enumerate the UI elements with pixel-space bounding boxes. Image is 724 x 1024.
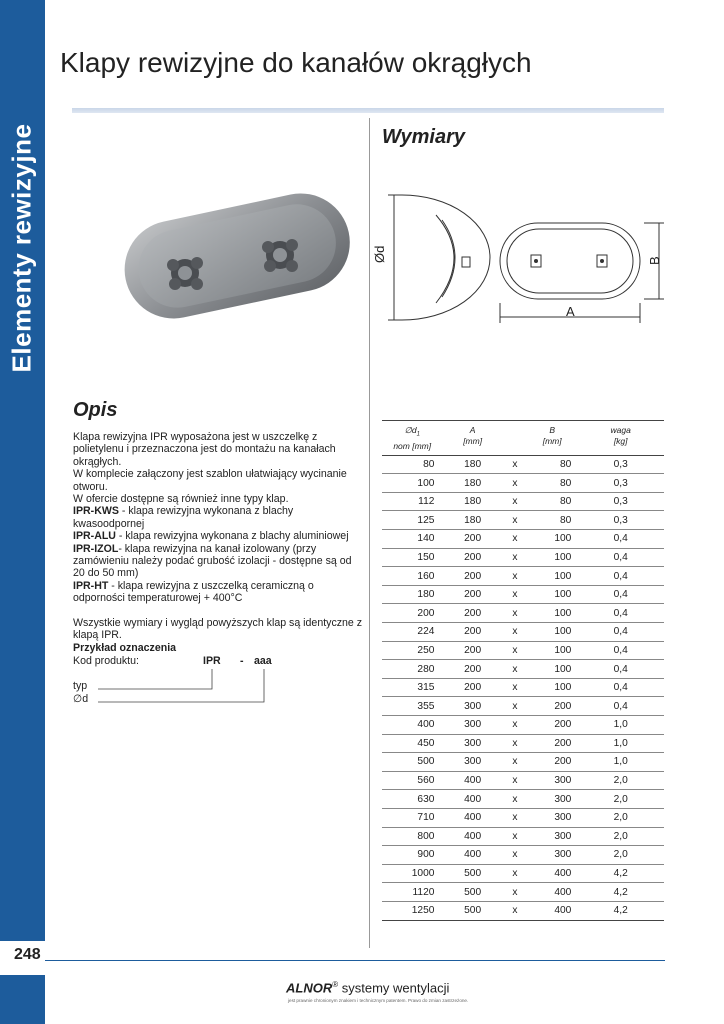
description-heading: Opis <box>73 399 118 421</box>
table-row <box>382 492 664 511</box>
cell-b: 400 <box>527 864 577 883</box>
table-row <box>382 864 664 883</box>
cell-a: 500 <box>442 864 502 883</box>
table-row <box>382 604 664 623</box>
cell-weight: 0,4 <box>577 567 664 586</box>
desc-paragraph: IPR-IZOL- klapa rewizyjna na kanał izolowany (przy zamówieniu należy podać grubość izolacji - dostępne są od 20 do 50 mm) <box>73 542 352 580</box>
table-row <box>382 585 664 604</box>
cell-b: 300 <box>527 827 577 846</box>
cell-b: 100 <box>527 678 577 697</box>
cell-diameter: 100 <box>382 474 442 493</box>
cell-b: 200 <box>527 716 577 735</box>
cell-x: x <box>503 567 527 586</box>
cell-weight: 0,4 <box>577 678 664 697</box>
cell-weight: 1,0 <box>577 753 664 772</box>
cell-x: x <box>503 883 527 902</box>
cell-x: x <box>503 641 527 660</box>
cell-diameter: 180 <box>382 585 442 604</box>
cell-a: 300 <box>442 734 502 753</box>
cell-a: 180 <box>442 455 502 474</box>
cell-weight: 4,2 <box>577 864 664 883</box>
cell-b: 100 <box>527 641 577 660</box>
cell-x: x <box>503 901 527 920</box>
cell-b: 100 <box>527 604 577 623</box>
cell-x: x <box>503 864 527 883</box>
cell-b: 80 <box>527 455 577 474</box>
desc-paragraph: Klapa rewizyjna IPR wyposażona jest w uszczelkę z polietylenu i przeznaczona jest do montażu na kanałach okrągłych. <box>73 431 336 468</box>
cell-b: 400 <box>527 901 577 920</box>
cell-a: 400 <box>442 827 502 846</box>
cell-x: x <box>503 455 527 474</box>
footer-rule <box>45 960 665 961</box>
cell-a: 200 <box>442 641 502 660</box>
cell-diameter: 1000 <box>382 864 442 883</box>
cell-diameter: 450 <box>382 734 442 753</box>
cell-diameter: 315 <box>382 678 442 697</box>
cell-diameter: 200 <box>382 604 442 623</box>
product-photo <box>115 185 360 325</box>
cell-a: 180 <box>442 474 502 493</box>
cell-b: 80 <box>527 474 577 493</box>
table-row <box>382 455 664 474</box>
section-sidebar <box>0 0 45 1024</box>
table-row <box>382 771 664 790</box>
cell-a: 200 <box>442 678 502 697</box>
cell-b: 100 <box>527 567 577 586</box>
footer-logo: ALNOR® systemy wentylacji <box>286 980 450 996</box>
table-row <box>382 660 664 679</box>
cell-a: 400 <box>442 846 502 865</box>
cell-x: x <box>503 790 527 809</box>
header-b: B [mm] <box>527 421 577 456</box>
cell-a: 300 <box>442 697 502 716</box>
table-row <box>382 678 664 697</box>
table-row <box>382 530 664 549</box>
header-diameter: $\emptyset d_1$ nom [mm] <box>382 421 442 456</box>
cell-x: x <box>503 623 527 642</box>
table-row <box>382 827 664 846</box>
cell-a: 400 <box>442 790 502 809</box>
cell-diameter: 140 <box>382 530 442 549</box>
dimensions-table <box>382 420 664 921</box>
cell-b: 200 <box>527 734 577 753</box>
cell-b: 100 <box>527 585 577 604</box>
table-row <box>382 623 664 642</box>
table-row <box>382 901 664 920</box>
cell-a: 500 <box>442 883 502 902</box>
code-size: aaa <box>254 655 272 667</box>
cell-diameter: 355 <box>382 697 442 716</box>
title-rule <box>72 108 664 113</box>
header-weight: waga [kg] <box>577 421 664 456</box>
cell-x: x <box>503 530 527 549</box>
cell-a: 400 <box>442 808 502 827</box>
diameter-label: ∅d <box>73 693 89 705</box>
cell-x: x <box>503 716 527 735</box>
cell-diameter: 250 <box>382 641 442 660</box>
cell-diameter: 630 <box>382 790 442 809</box>
cell-a: 500 <box>442 901 502 920</box>
cell-b: 100 <box>527 660 577 679</box>
cell-b: 100 <box>527 623 577 642</box>
dimensions-heading: Wymiary <box>382 126 466 148</box>
cell-weight: 0,4 <box>577 641 664 660</box>
cell-weight: 1,0 <box>577 734 664 753</box>
table-row <box>382 474 664 493</box>
cell-a: 200 <box>442 567 502 586</box>
code-leader-lines <box>90 667 270 707</box>
cell-x: x <box>503 846 527 865</box>
cell-b: 300 <box>527 808 577 827</box>
desc-note: Wszystkie wymiary i wygląd powyższych klap są identyczne z klapą IPR. <box>73 616 363 642</box>
cell-x: x <box>503 827 527 846</box>
cell-weight: 0,4 <box>577 660 664 679</box>
cell-weight: 4,2 <box>577 883 664 902</box>
column-divider <box>369 118 370 948</box>
table-row <box>382 883 664 902</box>
cell-diameter: 280 <box>382 660 442 679</box>
cell-a: 180 <box>442 511 502 530</box>
header-spacer <box>503 421 527 456</box>
cell-diameter: 125 <box>382 511 442 530</box>
cell-b: 300 <box>527 846 577 865</box>
cell-x: x <box>503 808 527 827</box>
table-row <box>382 548 664 567</box>
desc-paragraph: W komplecie załączony jest szablon ułatwiający wycinanie otworu. <box>73 468 347 493</box>
drawing-knob-right-icon <box>597 255 607 267</box>
desc-paragraph: IPR-ALU - klapa rewizyjna wykonana z blachy aluminiowej <box>73 530 349 543</box>
cell-a: 300 <box>442 753 502 772</box>
cell-a: 200 <box>442 585 502 604</box>
page-title: Klapy rewizyjne do kanałów okrągłych <box>60 47 532 78</box>
table-row <box>382 753 664 772</box>
cell-x: x <box>503 585 527 604</box>
cell-weight: 0,3 <box>577 455 664 474</box>
table-row <box>382 716 664 735</box>
cell-b: 200 <box>527 753 577 772</box>
cell-weight: 0,4 <box>577 585 664 604</box>
cell-x: x <box>503 492 527 511</box>
cell-weight: 4,2 <box>577 901 664 920</box>
cell-diameter: 710 <box>382 808 442 827</box>
knob-right-icon <box>262 239 298 272</box>
cell-b: 80 <box>527 511 577 530</box>
cell-x: x <box>503 771 527 790</box>
table-row <box>382 790 664 809</box>
cell-diameter: 500 <box>382 753 442 772</box>
cell-a: 200 <box>442 548 502 567</box>
header-a: A [mm] <box>442 421 502 456</box>
cell-x: x <box>503 753 527 772</box>
cell-weight: 2,0 <box>577 771 664 790</box>
table-row <box>382 734 664 753</box>
table-row <box>382 697 664 716</box>
cell-b: 100 <box>527 530 577 549</box>
table-row <box>382 846 664 865</box>
cell-a: 200 <box>442 623 502 642</box>
cell-diameter: 224 <box>382 623 442 642</box>
cell-weight: 0,3 <box>577 474 664 493</box>
cell-diameter: 400 <box>382 716 442 735</box>
cell-weight: 2,0 <box>577 790 664 809</box>
cell-weight: 2,0 <box>577 827 664 846</box>
example-title: Przykład oznaczenia <box>73 642 177 654</box>
cell-b: 200 <box>527 697 577 716</box>
cell-x: x <box>503 734 527 753</box>
table-row <box>382 808 664 827</box>
knob-left-icon <box>167 257 203 290</box>
cell-b: 100 <box>527 548 577 567</box>
table-row <box>382 567 664 586</box>
product-code-label: Kod produktu: <box>73 655 139 667</box>
cell-x: x <box>503 604 527 623</box>
cell-weight: 0,4 <box>577 604 664 623</box>
section-title: Elementy rewizyjne <box>6 123 37 373</box>
table-row <box>382 511 664 530</box>
code-type: IPR <box>203 655 221 667</box>
technical-drawing <box>372 185 666 330</box>
description-body <box>73 431 363 642</box>
page-number: 248 <box>14 946 41 963</box>
cell-x: x <box>503 474 527 493</box>
cell-b: 80 <box>527 492 577 511</box>
cell-weight: 0,3 <box>577 511 664 530</box>
label-a: A <box>566 304 575 319</box>
cell-x: x <box>503 697 527 716</box>
cell-x: x <box>503 678 527 697</box>
cell-weight: 0,3 <box>577 492 664 511</box>
cell-diameter: 800 <box>382 827 442 846</box>
cell-weight: 2,0 <box>577 846 664 865</box>
table-row <box>382 641 664 660</box>
cell-weight: 2,0 <box>577 808 664 827</box>
footer-fine-print: jest prawnie chronionym znakiem i technicznym patentem. Prawo do zmian zastrzeżone. <box>288 998 469 1003</box>
cell-weight: 0,4 <box>577 530 664 549</box>
table-header <box>382 421 664 456</box>
cell-diameter: 560 <box>382 771 442 790</box>
cell-b: 400 <box>527 883 577 902</box>
cell-diameter: 112 <box>382 492 442 511</box>
cell-x: x <box>503 660 527 679</box>
cell-a: 200 <box>442 604 502 623</box>
cell-diameter: 1250 <box>382 901 442 920</box>
cell-x: x <box>503 548 527 567</box>
desc-paragraph: IPR-HT - klapa rewizyjna z uszczelką ceramiczną o odporności temperaturowej + 400°C <box>73 579 314 605</box>
cell-weight: 0,4 <box>577 697 664 716</box>
cell-a: 200 <box>442 660 502 679</box>
label-diameter: Ød <box>372 245 387 263</box>
cell-b: 300 <box>527 771 577 790</box>
cell-x: x <box>503 511 527 530</box>
cell-a: 400 <box>442 771 502 790</box>
code-separator: - <box>240 655 244 667</box>
type-label: typ <box>73 680 88 692</box>
cell-weight: 0,4 <box>577 623 664 642</box>
cell-diameter: 150 <box>382 548 442 567</box>
cell-weight: 0,4 <box>577 548 664 567</box>
cell-diameter: 900 <box>382 846 442 865</box>
desc-paragraph: W ofercie dostępne są również inne typy klap. <box>73 493 289 506</box>
label-b: B <box>647 256 662 265</box>
drawing-knob-left-icon <box>531 255 541 267</box>
cell-diameter: 160 <box>382 567 442 586</box>
cell-a: 180 <box>442 492 502 511</box>
cell-diameter: 80 <box>382 455 442 474</box>
cell-diameter: 1120 <box>382 883 442 902</box>
desc-paragraph: IPR-KWS - klapa rewizyjna wykonana z blachy kwasoodpornej <box>73 505 294 530</box>
cell-a: 200 <box>442 530 502 549</box>
cell-weight: 1,0 <box>577 716 664 735</box>
cell-a: 300 <box>442 716 502 735</box>
cell-b: 300 <box>527 790 577 809</box>
